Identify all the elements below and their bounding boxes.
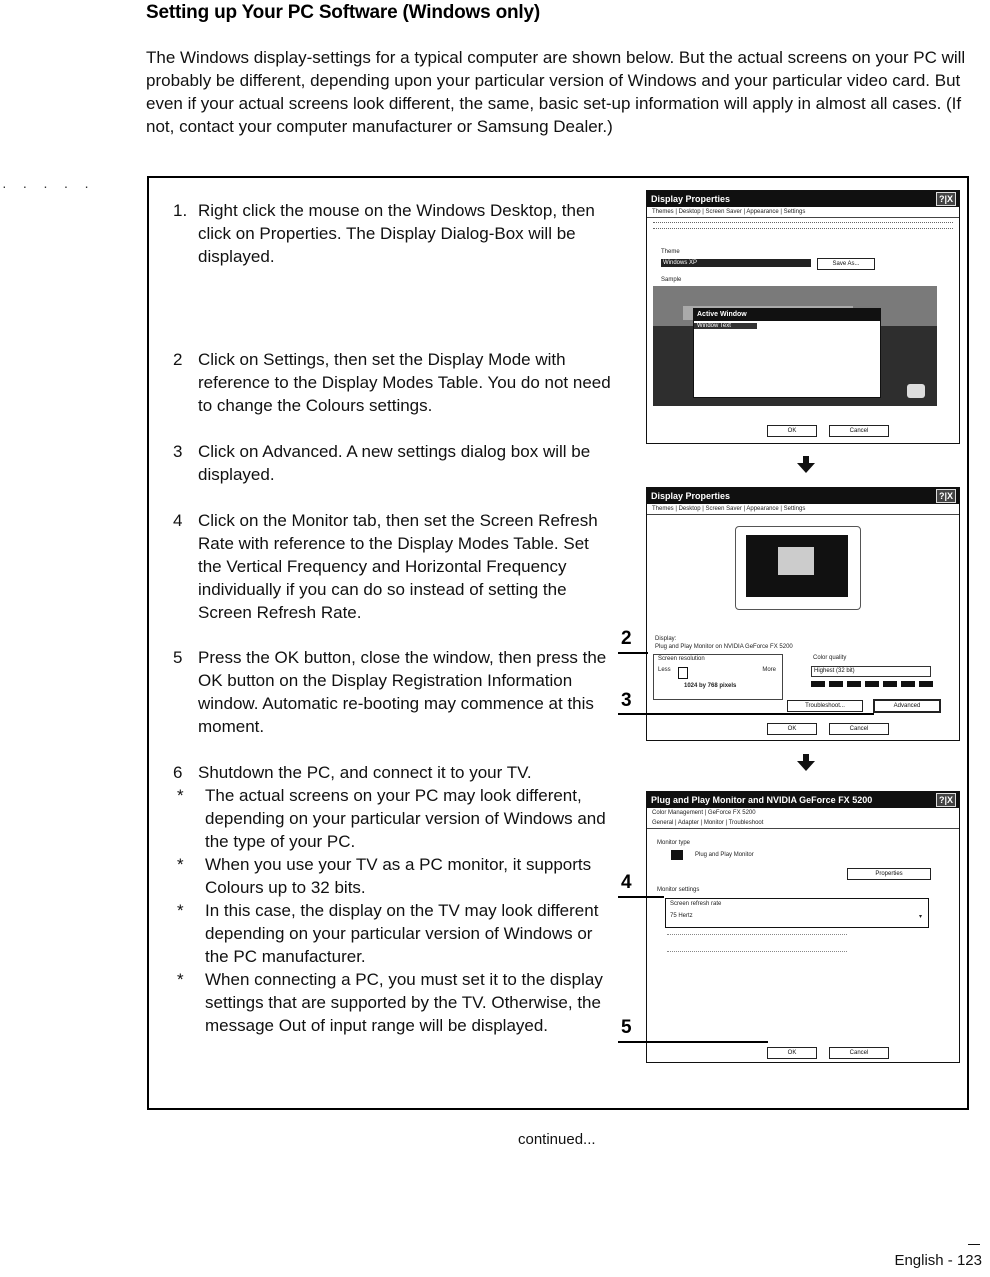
bullet-text: In this case, the display on the TV may look different depending on your particular version of Windows or the PC manufacturer. <box>205 901 599 966</box>
chevron-down-icon: ▾ <box>918 914 922 920</box>
save-as-button: Save As... <box>817 258 875 270</box>
step-1 <box>173 199 613 268</box>
more-label: More <box>762 667 776 673</box>
tab-strip: Themes | Desktop | Screen Saver | Appearance | Settings <box>647 207 959 218</box>
window-titlebar <box>647 488 959 504</box>
window-text-sample: Window Text <box>694 323 757 329</box>
display-value: Plug and Play Monitor on NVIDIA GeForce FX 5200 <box>655 644 793 650</box>
tab-strip: Themes | Desktop | Screen Saver | Appearance | Settings <box>647 504 959 515</box>
theme-select: Windows XP <box>661 259 811 267</box>
active-window-sample <box>693 308 881 398</box>
resolution-slider-thumb <box>678 667 688 679</box>
recycle-bin-icon <box>907 384 925 398</box>
callout-line <box>618 652 648 654</box>
callout-line <box>618 1041 768 1043</box>
callout-marker-2: 2 <box>621 628 632 649</box>
callout-marker-3: 3 <box>621 690 632 711</box>
active-window-title: Active Window <box>694 309 880 321</box>
step-text: Click on the Monitor tab, then set the Screen Refresh Rate with reference to the Display Modes Table. Set the Vertical Frequency and Horizontal Frequency individually if you can do so instead of setting the Screen Refresh Rate. <box>198 511 598 622</box>
colour-bar <box>811 681 933 687</box>
resolution-value: 1024 by 768 pixels <box>684 683 737 689</box>
cancel-button: Cancel <box>829 425 889 437</box>
monitor-settings-label: Monitor settings <box>657 887 700 893</box>
colour-select: Highest (32 bit) <box>811 666 931 677</box>
resolution-group <box>653 654 783 700</box>
margin-dots: · · · · · <box>2 178 95 194</box>
step-text: Press the OK button, close the window, then press the OK button on the Display Registration Information window. Automatic re-booting may commence at this moment. <box>198 648 607 736</box>
monitor-type-label: Monitor type <box>657 840 691 846</box>
step-text: Right click the mouse on the Windows Desktop, then click on Properties. The Display Dialog-Box will be displayed. <box>198 201 595 266</box>
footer-rule <box>968 1244 980 1245</box>
step-number: 3 <box>173 442 183 461</box>
monitor-name: Plug and Play Monitor <box>695 852 754 858</box>
screenshot-display-properties-themes <box>646 190 960 444</box>
sample-preview <box>653 286 937 406</box>
window-titlebar <box>647 792 959 808</box>
bullet-star: * <box>177 970 184 989</box>
troubleshoot-button: Troubleshoot... <box>787 700 863 712</box>
refresh-rate-label: Screen refresh rate <box>670 901 722 907</box>
advanced-button: Advanced <box>873 699 941 713</box>
step-text: Click on Settings, then set the Display Mode with reference to the Display Modes Table. You do not need to change the Colours settings. <box>198 350 611 415</box>
note-bullet <box>173 899 613 968</box>
bullet-text: The actual screens on your PC may look different, depending on your particular version of Windows and the type of your PC. <box>205 786 606 851</box>
bullet-text: When connecting a PC, you must set it to the display settings that are supported by the TV. Otherwise, the message Out of input range will be displayed. <box>205 970 603 1035</box>
sample-label: Sample <box>661 277 682 283</box>
properties-button: Properties <box>847 868 931 880</box>
bullet-star: * <box>177 901 184 920</box>
step-text: Shutdown the PC, and connect it to your TV. <box>198 763 532 782</box>
refresh-rate-group <box>665 898 929 928</box>
display-label: Display: <box>655 636 677 642</box>
step-text: Click on Advanced. A new settings dialog box will be displayed. <box>198 442 591 484</box>
intro-paragraph: The Windows display-settings for a typical computer are shown below. But the actual screens on your PC will probably be different, depending upon your particular version of Windows and your particular video card. But even if your actual screens look different, the same, basic set-up information will apply in almost all cases. (If not, contact your computer manufacturer or Samsung Dealer.) <box>146 48 966 136</box>
bullet-star: * <box>177 855 184 874</box>
page-footer: English - 123 <box>894 1252 982 1269</box>
callout-marker-5: 5 <box>621 1017 632 1038</box>
screenshot-monitor-properties <box>646 791 960 1063</box>
monitor-icon <box>671 850 683 860</box>
colour-label: Color quality <box>813 655 847 661</box>
less-label: Less <box>658 667 671 673</box>
step-3 <box>173 440 613 486</box>
window-titlebar <box>647 191 959 207</box>
continued-text: continued... <box>518 1131 596 1148</box>
cancel-button: Cancel <box>829 1047 889 1059</box>
resolution-label: Screen resolution <box>658 656 705 662</box>
step-2 <box>173 348 613 417</box>
step-6 <box>173 761 613 784</box>
step-5 <box>173 646 613 738</box>
window-title: Plug and Play Monitor and NVIDIA GeForce FX 5200 <box>651 795 873 805</box>
tab-strip-row-2: General | Adapter | Monitor | Troubleshoot <box>647 818 959 829</box>
note-bullet <box>173 784 613 853</box>
monitor-preview-icon <box>735 526 861 610</box>
step-number: 4 <box>173 511 183 530</box>
ok-button: OK <box>767 723 817 735</box>
callout-marker-4: 4 <box>621 872 632 893</box>
refresh-rate-value: 75 Hertz <box>670 913 693 919</box>
step-number: 1. <box>173 201 188 220</box>
step-number: 2 <box>173 350 183 369</box>
window-title: Display Properties <box>651 194 731 204</box>
screenshot-display-properties-settings <box>646 487 960 741</box>
window-controls: ?|X <box>936 793 956 807</box>
theme-label: Theme <box>661 249 680 255</box>
window-controls: ?|X <box>936 489 956 503</box>
note-bullet <box>173 968 613 1037</box>
bullet-text: When you use your TV as a PC monitor, it supports Colours up to 32 bits. <box>205 855 592 897</box>
step-number: 6 <box>173 763 183 782</box>
page-heading: Setting up Your PC Software (Windows only) <box>146 2 540 23</box>
callout-line <box>618 896 664 898</box>
tab-strip-row-1: Color Management | GeForce FX 5200 <box>652 810 756 816</box>
description-lines <box>653 222 953 229</box>
note-bullet <box>173 853 613 899</box>
bullet-star: * <box>177 786 184 805</box>
step-number: 5 <box>173 648 183 667</box>
cancel-button: Cancel <box>829 723 889 735</box>
ok-button: OK <box>767 1047 817 1059</box>
step-4 <box>173 509 613 624</box>
callout-line <box>618 713 874 715</box>
ok-button: OK <box>767 425 817 437</box>
window-controls: ?|X <box>936 192 956 206</box>
options-lines <box>667 934 847 952</box>
window-title: Display Properties <box>651 491 731 501</box>
